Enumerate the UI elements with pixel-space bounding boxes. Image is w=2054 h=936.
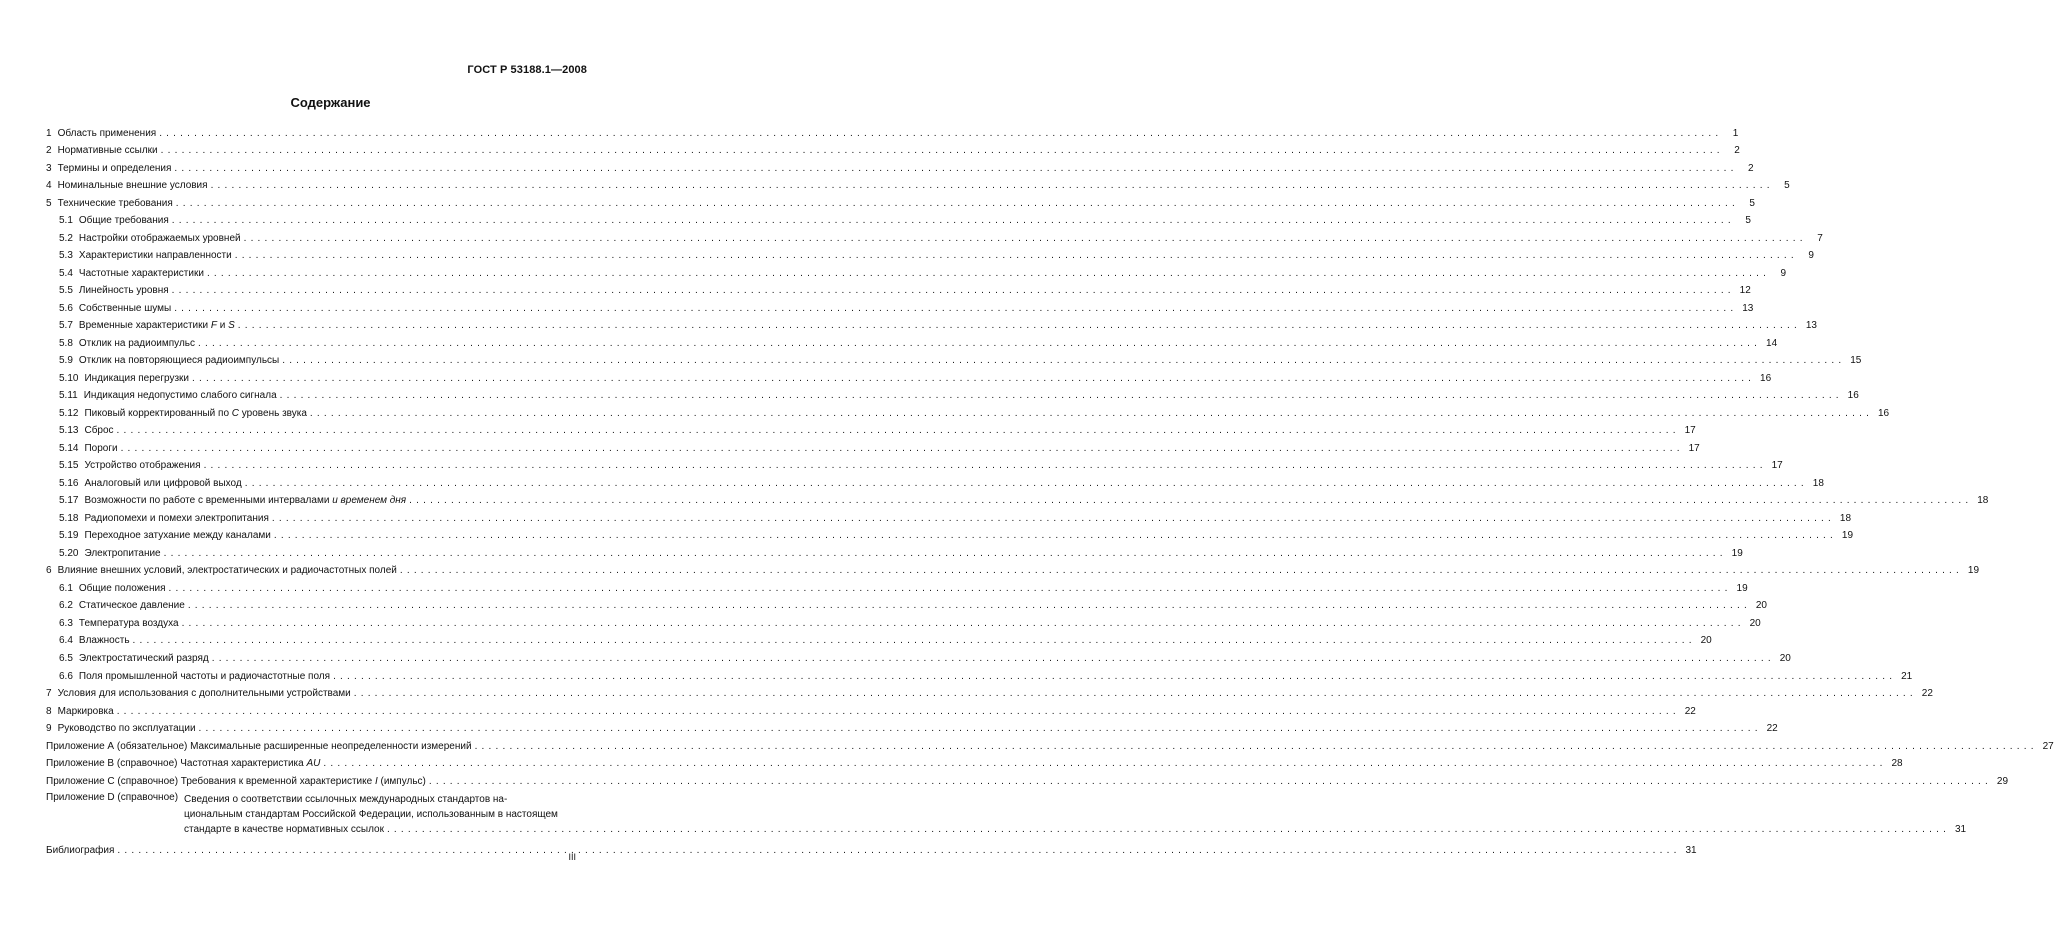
toc-leader-dots — [212, 653, 1775, 665]
toc-leader-dots — [475, 741, 2038, 753]
toc-entry-title: Влияние внешних условий, электростатических и радиочастотных полей — [57, 565, 397, 577]
toc-entry-page: 27 — [2042, 740, 2054, 752]
toc-entry-title: Общие положения — [78, 582, 166, 594]
toc-entry-number: 5.17 — [59, 495, 79, 507]
toc-entry[interactable] — [46, 333, 1778, 351]
toc-entry-page: 17 — [1684, 425, 1696, 437]
toc-entry-title: Частотные характеристики — [78, 267, 204, 279]
toc-entry-label — [59, 583, 166, 595]
toc-entry-title-suffix: уровень звука — [239, 407, 307, 419]
toc-entry[interactable] — [46, 613, 1761, 631]
toc-entry-title: Пиковый корректированный по — [84, 407, 229, 419]
toc-entry-label — [59, 233, 241, 245]
toc-entry-number: 5.5 — [59, 285, 73, 297]
toc-entry-page: 13 — [1742, 302, 1754, 314]
toc-entry-label — [46, 688, 351, 700]
toc-entry-page: 15 — [1850, 355, 1862, 367]
toc-entry-label — [59, 600, 185, 612]
toc-entry-page: 22 — [1684, 705, 1696, 717]
toc-entry[interactable] — [46, 228, 1823, 246]
toc-entry-page: 18 — [1977, 495, 1989, 507]
toc-leader-dots — [235, 250, 1798, 262]
toc-entry[interactable] — [46, 403, 1890, 421]
toc-entry[interactable] — [46, 736, 2054, 754]
toc-entry-page: 2 — [1748, 162, 1754, 174]
toc-entry-page: 13 — [1805, 320, 1817, 332]
toc-entry-label — [59, 530, 271, 542]
toc-entry-title: Линейность уровня — [78, 285, 169, 297]
toc-leader-dots — [244, 233, 1807, 245]
toc-entry-title: Возможности по работе с временными интервалами — [84, 495, 330, 507]
toc-entry-title: Радиопомехи и помехи электропитания — [84, 512, 269, 524]
toc-entry[interactable] — [46, 543, 1743, 561]
toc-entry-title: Технические требования — [57, 197, 173, 209]
toc-entry-title: Отклик на повторяющиеся радиоимпульсы — [78, 355, 280, 367]
toc-entry-symbol: C — [231, 407, 240, 419]
toc-leader-dots — [310, 408, 1873, 420]
toc-entry-page: 18 — [1839, 512, 1852, 524]
toc-entry-line: Сведения о соответствии ссылочных международных стандартов на- — [184, 793, 508, 805]
toc-entry-symbol: AU — [306, 758, 321, 770]
toc-entry-number: 5.16 — [59, 477, 79, 489]
toc-entry-number: 5.9 — [59, 355, 73, 367]
toc-entry-page: 20 — [1700, 635, 1712, 647]
toc-leader-dots — [207, 268, 1770, 280]
toc-entry[interactable] — [46, 351, 1862, 369]
toc-entry-label — [59, 320, 235, 332]
toc-entry-number: 5.2 — [59, 232, 73, 244]
toc-leader-dots — [238, 320, 1801, 332]
toc-entry-number: 6.3 — [59, 617, 73, 629]
toc-entry-number: 9 — [46, 723, 52, 735]
toc-leader-dots — [188, 600, 1751, 612]
toc-entry-title: Условия для использования с дополнительными устройствами — [57, 688, 351, 700]
toc-entry[interactable] — [46, 596, 1767, 614]
toc-entry-number: 6.5 — [59, 652, 73, 664]
toc-entry-page: 19 — [1731, 547, 1743, 559]
toc-entry-title: Температура воздуха — [78, 617, 179, 629]
toc-leader-dots — [117, 425, 1680, 437]
toc-entry-label — [59, 338, 195, 350]
toc-leader-dots — [121, 443, 1684, 455]
toc-leader-dots — [323, 758, 1886, 770]
toc-entry-number: 6 — [46, 565, 52, 577]
toc-entry-label — [46, 758, 320, 770]
toc-entry-page: 5 — [1745, 215, 1751, 227]
toc-entry-page: 22 — [1921, 688, 1933, 700]
toc-entry-symbol: S — [228, 320, 235, 332]
toc-entry-page: 19 — [1967, 565, 1980, 577]
toc-entry-number: 5.14 — [59, 442, 79, 454]
toc-entry-number: 5.15 — [59, 460, 79, 472]
toc-entry[interactable] — [46, 281, 1751, 299]
toc-leader-dots — [161, 145, 1724, 157]
toc-entry-title: Термины и определения — [57, 162, 172, 174]
toc-leader-dots — [117, 845, 1680, 857]
toc-entry-page: 5 — [1749, 197, 1755, 209]
toc-entry-label — [59, 408, 307, 420]
toc-entry-title: Переходное затухание между каналами — [84, 530, 271, 542]
toc-leader-dots — [333, 671, 1896, 683]
toc-entry-title: Влажность — [78, 635, 130, 647]
toc-entry-page: 17 — [1688, 442, 1700, 454]
toc-entry-label — [59, 215, 169, 227]
toc-entry[interactable] — [46, 456, 1783, 474]
toc-entry-page: 22 — [1766, 723, 1778, 735]
toc-entry-label — [59, 478, 242, 490]
toc-entry-number: 5.1 — [59, 215, 73, 227]
toc-entry[interactable] — [46, 701, 1696, 719]
toc-entry-page: 18 — [1812, 477, 1824, 489]
toc-entry-page: 29 — [1996, 775, 2009, 787]
toc-entry[interactable] — [46, 719, 1778, 737]
toc-entry-label — [59, 285, 169, 297]
toc-entry-label — [59, 390, 277, 402]
toc-leader-dots — [272, 513, 1835, 525]
toc-entry-last-line — [184, 822, 1966, 837]
toc-entry-title: Индикация перегрузки — [84, 372, 190, 384]
toc-entry-page: 2 — [1734, 145, 1740, 157]
table-of-contents — [46, 123, 2054, 858]
toc-entry-label — [59, 373, 189, 385]
toc-entry-title: Приложение В (справочное) Частотная характеристика — [46, 758, 304, 770]
toc-entry[interactable] — [46, 193, 1755, 211]
toc-entry-title: Приложение А (обязательное) Максимальные расширенные неопределенности измерений — [46, 740, 472, 752]
toc-entry-number: 5.3 — [59, 250, 73, 262]
toc-leader-dots — [211, 180, 1774, 192]
toc-leader-dots — [400, 565, 1963, 577]
page-number: III — [568, 852, 576, 862]
toc-entry-title: Электропитание — [84, 547, 161, 559]
toc-entry-number: 5.10 — [59, 372, 79, 384]
toc-entry-text-block — [184, 792, 1966, 841]
toc-entry[interactable] — [46, 561, 1980, 579]
toc-entry-label — [46, 145, 158, 157]
toc-entry[interactable] — [46, 666, 1913, 684]
toc-entry-page: 31 — [1685, 845, 1697, 857]
toc-entry-label — [46, 723, 196, 735]
toc-entry-label — [59, 303, 171, 315]
toc-entry[interactable] — [46, 176, 1790, 194]
toc-entry-page: 17 — [1771, 460, 1783, 472]
toc-entry[interactable] — [46, 491, 1989, 509]
toc-entry-title: Устройство отображения — [84, 460, 201, 472]
toc-entry-title: Библиография — [46, 845, 115, 857]
toc-entry-number: 5.20 — [59, 547, 79, 559]
toc-entry-label — [59, 460, 201, 472]
toc-entry[interactable] — [46, 386, 1859, 404]
toc-entry-page: 20 — [1755, 600, 1767, 612]
toc-entry-number: 1 — [46, 127, 52, 139]
toc-entry-number: 6.2 — [59, 600, 73, 612]
toc-entry-label — [46, 565, 397, 577]
toc-entry-title: Поля промышленной частоты и радиочастотные поля — [78, 670, 331, 682]
toc-leader-dots — [274, 530, 1837, 542]
toc-entry-title: Собственные шумы — [78, 302, 172, 314]
toc-entry-bibliography[interactable] — [46, 841, 1697, 859]
toc-leader-dots — [280, 390, 1843, 402]
toc-leader-dots — [164, 548, 1727, 560]
toc-entry-label — [46, 741, 472, 753]
toc-entry-number: 8 — [46, 705, 52, 717]
toc-entry-label — [59, 548, 161, 560]
toc-leader-dots — [192, 373, 1755, 385]
toc-entry-label — [59, 355, 279, 367]
toc-entry-title: Маркировка — [57, 705, 114, 717]
toc-entry-title: Общие требования — [78, 215, 169, 227]
toc-entry[interactable] — [46, 421, 1696, 439]
toc-entry-page: 9 — [1780, 267, 1787, 279]
toc-entry-label — [59, 495, 406, 507]
toc-leader-dots — [204, 460, 1767, 472]
toc-leader-dots — [245, 478, 1808, 490]
toc-entry-title: Отклик на радиоимпульс — [78, 337, 195, 349]
toc-entry-number: 5.19 — [59, 530, 79, 542]
toc-entry-number: 6.4 — [59, 635, 73, 647]
toc-entry-title: Характеристики направленности — [78, 250, 232, 262]
toc-entry-title: Аналоговый или цифровой выход — [84, 477, 242, 489]
toc-entry[interactable] — [46, 246, 1814, 264]
toc-entry-title: Приложение С (справочное) Требования к временной характеристике — [46, 775, 373, 787]
toc-entry-page: 20 — [1779, 652, 1791, 664]
toc-entry-label — [59, 425, 114, 437]
toc-leader-dots — [182, 618, 1745, 630]
toc-leader-dots — [282, 355, 1845, 367]
toc-entry-number: 5.4 — [59, 267, 73, 279]
toc-entry-number: 5 — [46, 197, 52, 209]
toc-entry-label — [46, 128, 156, 140]
toc-entry-title: Временные характеристики — [78, 320, 209, 332]
toc-entry-number: 2 — [46, 145, 52, 157]
toc-entry-label — [59, 513, 269, 525]
toc-entry[interactable] — [46, 754, 1903, 772]
toc-entry-title-suffix: (импульс) — [377, 775, 426, 787]
toc-entry-page: 5 — [1784, 180, 1790, 192]
toc-entry[interactable] — [46, 473, 1824, 491]
toc-entry-page: 14 — [1766, 337, 1778, 349]
toc-entry-label — [59, 653, 209, 665]
toc-entry-label — [59, 671, 330, 683]
toc-entry[interactable] — [46, 526, 1854, 544]
toc-entry-page: 12 — [1739, 285, 1751, 297]
toc-entry[interactable] — [46, 631, 1712, 649]
toc-entry-label — [59, 635, 130, 647]
toc-entry-number: 6.6 — [59, 670, 73, 682]
toc-entry-conjunction: и — [216, 320, 229, 332]
toc-entry-title: Настройки отображаемых уровней — [78, 232, 241, 244]
toc-entry-page: 31 — [1954, 823, 1967, 835]
toc-entry-page: 21 — [1901, 670, 1913, 682]
toc-entry-page: 9 — [1808, 250, 1814, 262]
toc-entry-appendix-d[interactable] — [46, 789, 1967, 841]
toc-entry-title: Номинальные внешние условия — [57, 180, 208, 192]
toc-entry-page: 20 — [1749, 617, 1761, 629]
toc-leader-dots — [199, 723, 1762, 735]
toc-entry-title: Руководство по эксплуатации — [57, 723, 196, 735]
toc-leader-dots — [117, 706, 1680, 718]
toc-entry-title: Приложение D (справочное) — [46, 791, 179, 803]
toc-entry-number: 5.18 — [59, 512, 79, 524]
toc-leader-dots — [174, 303, 1737, 315]
toc-leader-dots — [172, 285, 1735, 297]
toc-leader-dots — [387, 822, 1950, 837]
toc-entry-label — [46, 776, 426, 788]
toc-entry-number: 5.6 — [59, 302, 73, 314]
toc-entry-title: Нормативные ссылки — [57, 145, 158, 157]
toc-entry[interactable] — [46, 141, 1740, 159]
toc-entry[interactable] — [46, 684, 1933, 702]
toc-leader-dots — [409, 495, 1972, 507]
toc-entry-page: 1 — [1732, 127, 1739, 139]
toc-entry-number: 5.7 — [59, 320, 73, 332]
toc-leader-dots — [159, 128, 1722, 140]
toc-entry-number: 5.13 — [59, 425, 79, 437]
toc-entry[interactable] — [46, 578, 1748, 596]
toc-entry-line: циональным стандартам Российской Федерации, использованным в настоящем — [184, 808, 558, 820]
toc-entry-page: 16 — [1760, 372, 1772, 384]
toc-entry-page: 19 — [1736, 582, 1748, 594]
toc-leader-dots — [174, 163, 1737, 175]
toc-leader-dots — [133, 635, 1696, 647]
toc-entry[interactable] — [46, 158, 1754, 176]
toc-entry-title: Индикация недопустимо слабого сигнала — [83, 390, 277, 402]
toc-entry-number: 7 — [46, 688, 52, 700]
toc-entry-title: Область применения — [57, 127, 157, 139]
toc-entry-label — [59, 250, 232, 262]
toc-leader-dots — [169, 583, 1732, 595]
toc-entry-label — [46, 163, 171, 175]
toc-entry-page: 19 — [1841, 530, 1854, 542]
toc-leader-dots — [176, 198, 1739, 210]
toc-entry[interactable] — [46, 298, 1754, 316]
toc-entry-title: Статическое давление — [78, 600, 185, 612]
toc-entry[interactable] — [46, 211, 1751, 229]
toc-entry-symbol: и временем дня — [332, 495, 407, 507]
toc-entry-label — [59, 618, 179, 630]
toc-entry-label — [59, 443, 118, 455]
toc-entry[interactable] — [46, 508, 1852, 526]
toc-entry-page: 28 — [1891, 758, 1903, 770]
toc-entry[interactable] — [46, 648, 1791, 666]
toc-entry-label — [59, 268, 204, 280]
toc-entry-number: 3 — [46, 162, 52, 174]
toc-entry[interactable] — [46, 368, 1772, 386]
toc-entry-number: 6.1 — [59, 582, 73, 594]
toc-entry-number: 5.12 — [59, 407, 79, 419]
toc-entry-number: 4 — [46, 180, 52, 192]
toc-entry-label — [46, 706, 114, 718]
toc-entry-symbol: F — [210, 320, 217, 332]
page-title: Содержание — [290, 95, 371, 110]
toc-entry-symbol: I — [374, 775, 378, 787]
toc-entry-number: 5.8 — [59, 337, 73, 349]
toc-entry-label — [46, 198, 173, 210]
toc-entry-line: стандарте в качестве нормативных ссылок — [184, 823, 384, 835]
toc-entry-number: 5.11 — [59, 390, 78, 402]
toc-entry-page: 7 — [1817, 232, 1823, 244]
toc-leader-dots — [354, 688, 1917, 700]
document-id: ГОСТ Р 53188.1—2008 — [467, 64, 587, 76]
toc-leader-dots — [198, 338, 1761, 350]
toc-entry-page: 16 — [1877, 407, 1890, 419]
toc-entry[interactable] — [46, 123, 1739, 141]
toc-entry[interactable] — [46, 771, 2009, 789]
toc-entry[interactable] — [46, 438, 1700, 456]
toc-entry-title: Пороги — [84, 442, 118, 454]
toc-entry[interactable] — [46, 263, 1787, 281]
toc-entry[interactable] — [46, 316, 1817, 334]
toc-leader-dots — [172, 215, 1735, 227]
toc-entry-title: Сброс — [84, 425, 114, 437]
toc-leader-dots — [429, 776, 1992, 788]
toc-entry-title: Электростатический разряд — [78, 652, 209, 664]
toc-entry-label — [46, 180, 208, 192]
toc-entry-page: 16 — [1847, 390, 1859, 402]
